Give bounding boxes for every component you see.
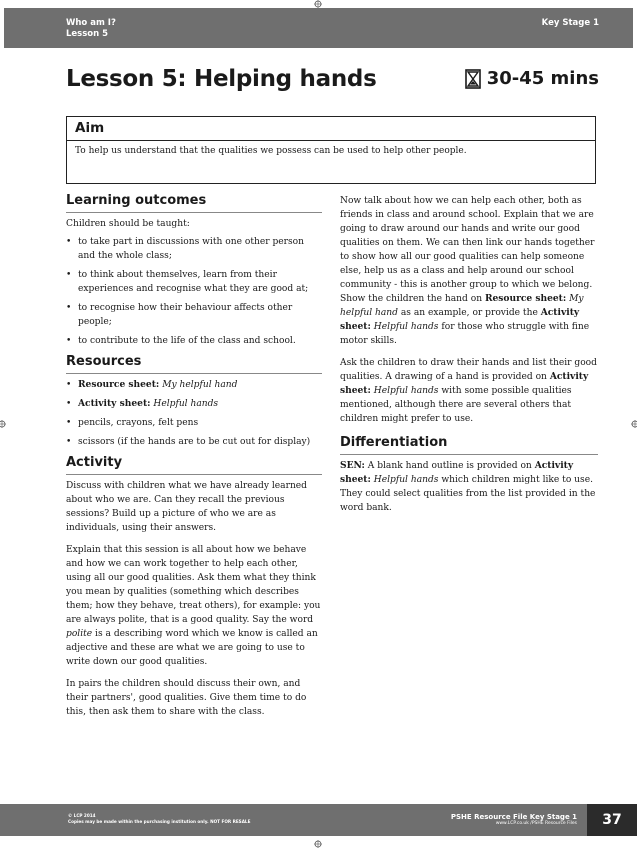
activity-paragraph: In pairs the children should discuss their own, and their partners', good qualities. Give them time to do this, then ask them to share with the class. [66,679,307,717]
divider [66,212,322,213]
outcomes-heading: Learning outcomes [66,193,207,208]
divider [340,454,598,455]
duration-text: 30-45 mins [486,68,599,89]
aim-heading: Aim [67,117,595,141]
activity-paragraph: Ask the children to draw their hands and list their good qualities. A drawing of a hand is provided on Activity sheet: Helpful hands with some possible qualities mentioned, although there are several others that children might prefer to use. [340,358,597,424]
list-item: • to take part in discussions with one other person and the whole class; [66,235,322,263]
registration-mark-icon [0,420,6,428]
activity-heading: Activity [66,455,123,470]
list-item: • Activity sheet: Helpful hands [66,397,322,411]
right-column [340,194,598,523]
copyright: © LCP 2014 [68,813,96,818]
publisher-url: www.LCP.co.uk /PSHE Resource Files [495,821,577,826]
outcomes-list [66,235,322,348]
activity-paragraph: Explain that this session is all about how we behave and how we can work together to help each other, using all our good qualities. Ask them what they think you mean by qualities (something which describes them; how they behave, treat others), for example: you are always polite, that is a good quality. Say the word polite is a describing word which we know is called an adjective and these are what we are going to use to write down our good qualities. [66,545,321,667]
aim-text: To help us understand that the qualities we possess can be used to help other people. [75,146,467,156]
activity-paragraph: Discuss with children what we have already learned about who we are. Can they recall the previous sessions? Build up a picture of who we are as individuals, using their answers. [66,481,307,533]
page-title: Lesson 5: Helping hands [66,66,377,92]
header-bar [4,8,633,48]
registration-mark-icon [631,420,637,428]
list-item: • scissors (if the hands are to be cut out for display) [66,435,322,449]
outcomes-intro: Children should be taught: [66,219,190,229]
differentiation-paragraph: SEN: A blank hand outline is provided on Activity sheet: Helpful hands which children might like to use. They could select qualities from the list provided in the word bank. [340,460,596,513]
list-item: • Resource sheet: My helpful hand [66,378,322,392]
aim-box [66,116,596,184]
list-item: • to think about themselves, learn from their experiences and recognise what they are good at; [66,268,322,296]
footer-bar [0,804,637,836]
list-item: • to recognise how their behaviour affects other people; [66,301,322,329]
activity-paragraph: Now talk about how we can help each other, both as friends in class and around school. Explain that we are going to draw around our hands and write our good qualities on them. We can then link our hands together to show how all our good qualities can help someone else, help us as a class and help around our school community - this is another group to which we belong. Show the children the hand on Resource sheet: My helpful hand as an example, or provide the Activity sheet: Helpful hands for those who struggle with fine motor skills. [340,196,595,346]
resources-list [66,378,322,449]
left-column [66,192,322,727]
publication-title: PSHE Resource File Key Stage 1 [450,813,577,821]
lesson-number: Lesson 5 [66,29,109,39]
list-item: • pencils, crayons, felt pens [66,416,322,430]
page-number: 37 [587,804,637,836]
resources-heading: Resources [66,354,142,369]
divider [66,373,322,374]
key-stage-label: Key Stage 1 [541,18,599,28]
hourglass-icon [465,69,481,89]
series-title: Who am I? [66,18,116,28]
divider [66,474,322,475]
list-item: • to contribute to the life of the class and school. [66,334,322,348]
differentiation-heading: Differentiation [340,435,448,450]
duration [465,68,599,89]
registration-mark-icon [314,0,322,8]
copy-notice: Copies may be made within the purchasing institution only. NOT FOR RESALE [68,819,251,824]
registration-mark-icon [314,840,322,848]
